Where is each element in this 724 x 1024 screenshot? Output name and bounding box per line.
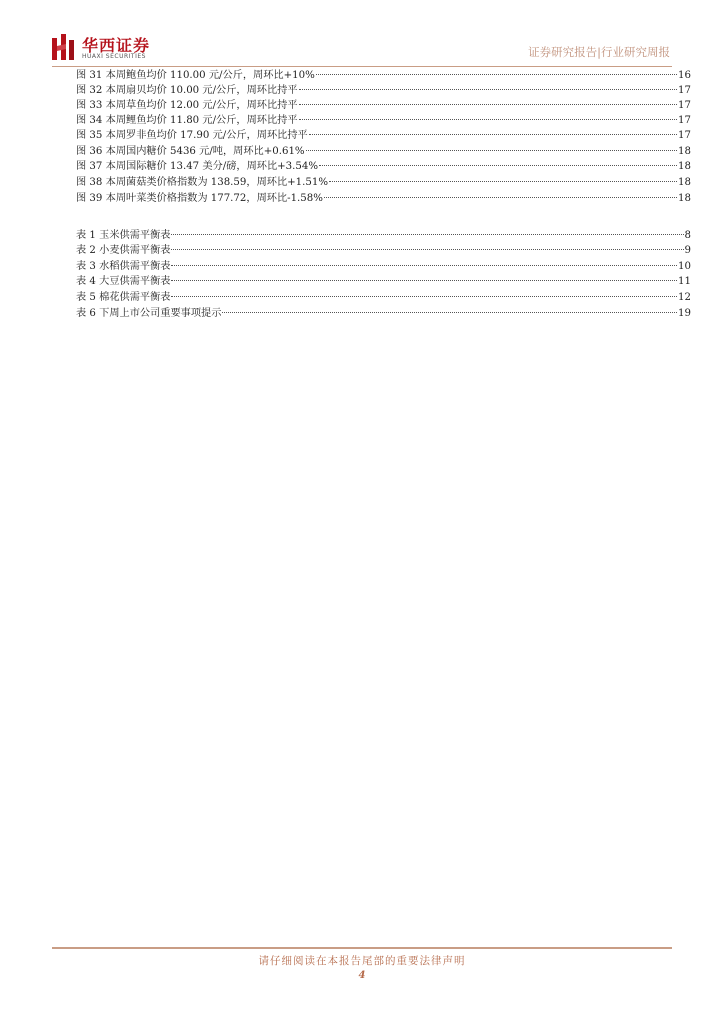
logo-text-cn: 华西证券 bbox=[82, 36, 151, 55]
toc-entry-page: 16 bbox=[678, 70, 691, 81]
toc-entry[interactable] bbox=[76, 243, 691, 258]
toc-entry-page: 17 bbox=[678, 115, 691, 126]
toc-entry[interactable] bbox=[76, 98, 691, 113]
page-header bbox=[0, 0, 724, 68]
toc-entry-page: 17 bbox=[678, 130, 691, 141]
toc-entry-page: 10 bbox=[678, 261, 691, 272]
dot-leader bbox=[171, 296, 677, 297]
toc-entry[interactable] bbox=[76, 228, 691, 243]
toc-entry-label: 表 2 小麦供需平衡表 bbox=[76, 245, 171, 256]
toc-entry-label: 图 38 本周菌菇类价格指数为 138.59，周环比+1.51% bbox=[76, 177, 329, 188]
toc-entry[interactable] bbox=[76, 274, 691, 289]
dot-leader bbox=[309, 134, 677, 135]
toc-entry-label: 图 39 本周叶菜类价格指数为 177.72，周环比-1.58% bbox=[76, 193, 323, 204]
toc-entry-label: 图 34 本周鲤鱼均价 11.80 元/公斤，周环比持平 bbox=[76, 115, 298, 126]
toc-entry-page: 18 bbox=[678, 177, 691, 188]
footer-divider bbox=[52, 947, 672, 949]
dot-leader bbox=[171, 249, 683, 250]
toc-entry[interactable] bbox=[76, 113, 691, 128]
dot-leader bbox=[299, 119, 678, 120]
toc-entry[interactable] bbox=[76, 259, 691, 274]
toc-entry-label: 表 3 水稻供需平衡表 bbox=[76, 261, 171, 272]
dot-leader bbox=[306, 150, 677, 151]
toc-entry-page: 12 bbox=[678, 292, 691, 303]
toc-entry-label: 表 5 棉花供需平衡表 bbox=[76, 292, 171, 303]
huaxi-logo-icon bbox=[52, 34, 74, 60]
report-type-label: 证券研究报告|行业研究周报 bbox=[528, 45, 670, 59]
dot-leader bbox=[171, 234, 683, 235]
toc-entry-page: 11 bbox=[678, 276, 691, 287]
dot-leader bbox=[171, 280, 677, 281]
toc-entry-page: 9 bbox=[684, 245, 691, 256]
logo-text-en: HUAXI SECURITIES bbox=[82, 53, 146, 60]
dot-leader bbox=[299, 89, 678, 90]
toc-entry-label: 表 4 大豆供需平衡表 bbox=[76, 276, 171, 287]
toc-entry-label: 图 37 本周国际糖价 13.47 美分/磅，周环比+3.54% bbox=[76, 161, 319, 172]
dot-leader bbox=[316, 74, 677, 75]
toc-entry-label: 图 35 本周罗非鱼均价 17.90 元/公斤，周环比持平 bbox=[76, 130, 308, 141]
toc-entry[interactable] bbox=[76, 175, 691, 190]
toc-entry[interactable] bbox=[76, 306, 691, 321]
toc-entry[interactable] bbox=[76, 68, 691, 83]
toc-entry-page: 19 bbox=[678, 308, 691, 319]
toc-entry-page: 17 bbox=[678, 85, 691, 96]
dot-leader bbox=[329, 181, 677, 182]
toc-entry-label: 图 36 本周国内糖价 5436 元/吨，周环比+0.61% bbox=[76, 146, 305, 157]
header-divider bbox=[52, 66, 672, 67]
dot-leader bbox=[324, 197, 677, 198]
page-number: 4 bbox=[358, 970, 366, 981]
toc-entry-page: 18 bbox=[678, 161, 691, 172]
dot-leader bbox=[222, 312, 677, 313]
toc-entry-label: 图 33 本周草鱼均价 12.00 元/公斤，周环比持平 bbox=[76, 100, 298, 111]
toc-entry[interactable] bbox=[76, 191, 691, 206]
toc-entry-page: 17 bbox=[678, 100, 691, 111]
toc-entry[interactable] bbox=[76, 159, 691, 174]
toc-entry[interactable] bbox=[76, 83, 691, 98]
toc-entry[interactable] bbox=[76, 290, 691, 305]
toc-entry-label: 图 32 本周扇贝均价 10.00 元/公斤，周环比持平 bbox=[76, 85, 298, 96]
legal-disclaimer: 请仔细阅读在本报告尾部的重要法律声明 bbox=[258, 955, 466, 967]
toc-entry-label: 图 31 本周鲍鱼均价 110.00 元/公斤，周环比+10% bbox=[76, 70, 315, 81]
toc-entry-page: 18 bbox=[678, 146, 691, 157]
toc-entry[interactable] bbox=[76, 144, 691, 159]
dot-leader bbox=[171, 265, 677, 266]
dot-leader bbox=[319, 165, 677, 166]
toc-entry-page: 18 bbox=[678, 193, 691, 204]
toc-entry-page: 8 bbox=[684, 230, 691, 241]
toc-entry-label: 表 6 下周上市公司重要事项提示 bbox=[76, 308, 222, 319]
toc-entry-label: 表 1 玉米供需平衡表 bbox=[76, 230, 171, 241]
dot-leader bbox=[299, 104, 678, 105]
toc-entry[interactable] bbox=[76, 128, 691, 143]
